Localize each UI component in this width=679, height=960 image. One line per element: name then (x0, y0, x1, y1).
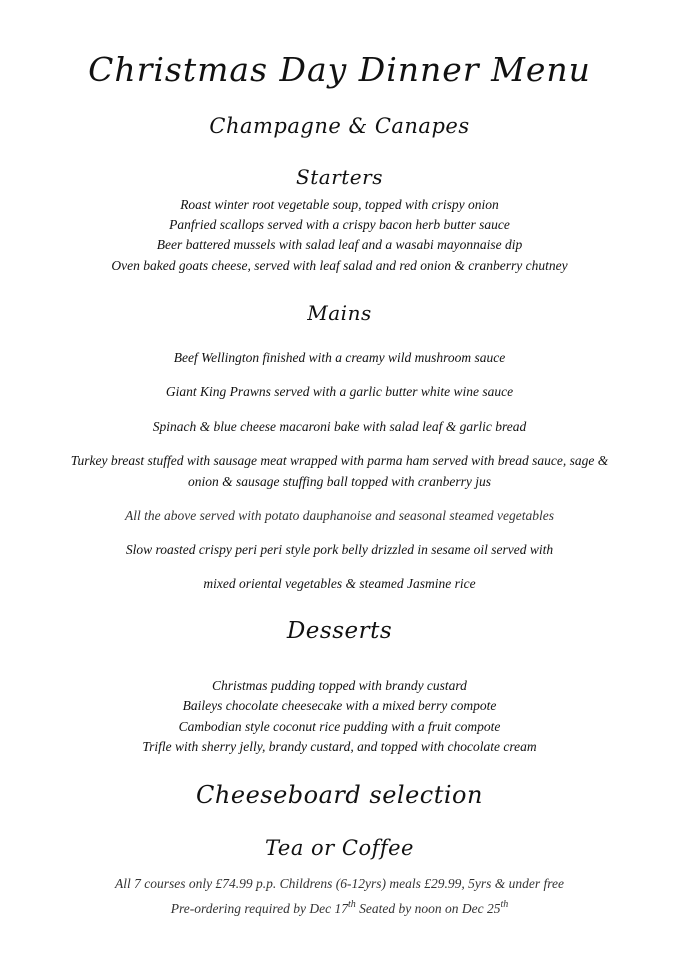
main-item: Giant King Prawns served with a garlic butter white wine sauce (165, 384, 514, 399)
menu-title: Christmas Day Dinner Menu (88, 50, 591, 89)
starter-item: Beer battered mussels with salad leaf and a wasabi mayonnaise dip (156, 237, 523, 252)
mains-heading: Mains (307, 301, 372, 325)
starter-item: Roast winter root vegetable soup, topped with crispy onion (180, 197, 499, 212)
dessert-item: Trifle with sherry jelly, brandy custard, and topped with chocolate cream (142, 739, 537, 754)
preorder-part2: Seated by noon on Dec 25 (355, 901, 501, 916)
menu-subtitle: Champagne & Canapes (209, 114, 470, 138)
preorder-sup1: th (347, 899, 356, 910)
dessert-item: Baileys chocolate cheesecake with a mixed berry compote (182, 698, 497, 713)
dessert-item: Cambodian style coconut rice pudding with a fruit compote (178, 719, 501, 734)
pricing-text: All 7 courses only £74.99 p.p. Childrens (6-12yrs) meals £29.99, 5yrs & under free (115, 876, 564, 891)
preorder-part1: Pre-ordering required by Dec 17 (170, 901, 348, 916)
mains-note: All the above served with potato dauphanoise and seasonal steamed vegetables (125, 508, 554, 523)
preorder-text (0, 901, 679, 917)
dessert-item: Christmas pudding topped with brandy custard (212, 678, 467, 693)
starter-item: Panfried scallops served with a crispy bacon herb butter sauce (169, 217, 510, 232)
main-item: Spinach & blue cheese macaroni bake with salad leaf & garlic bread (152, 419, 527, 434)
main-item: mixed oriental vegetables & steamed Jasmine rice (203, 576, 476, 591)
tea-coffee-heading: Tea or Coffee (265, 836, 414, 860)
main-item: onion & sausage stuffing ball topped with cranberry jus (188, 474, 491, 489)
desserts-heading: Desserts (286, 618, 393, 644)
main-item: Turkey breast stuffed with sausage meat wrapped with parma ham served with bread sauce, sage & (70, 453, 609, 468)
cheeseboard-heading: Cheeseboard selection (196, 781, 483, 809)
main-item: Beef Wellington finished with a creamy wild mushroom sauce (173, 350, 506, 365)
preorder-sup2: th (500, 899, 509, 910)
starters-heading: Starters (296, 165, 383, 189)
starter-item: Oven baked goats cheese, served with leaf salad and red onion & cranberry chutney (111, 258, 568, 273)
main-item: Slow roasted crispy peri peri style pork belly drizzled in sesame oil served with (125, 542, 554, 557)
